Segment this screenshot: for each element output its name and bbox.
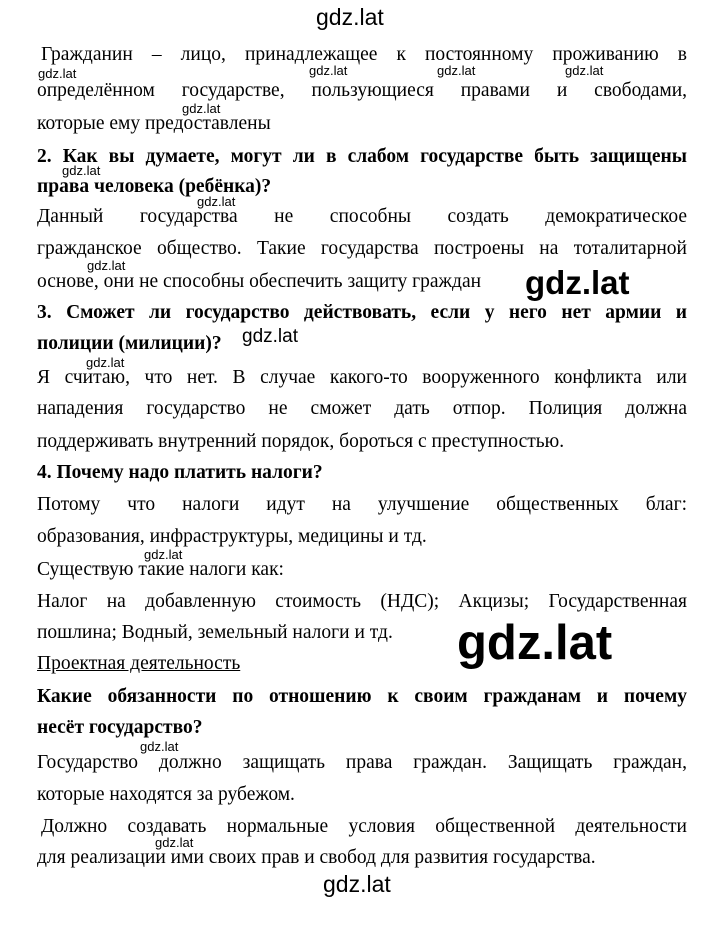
watermark-small: gdz.lat: [140, 739, 179, 754]
question5-line1: Какие обязанности по отношению к своим гражданам и почему: [37, 686, 687, 707]
answer2-line1: Данный государства не способны создать демократическое: [37, 206, 687, 227]
watermark-small: gdz.lat: [38, 66, 77, 81]
answer2-line3: основе, они не способны обеспечить защиту граждан: [37, 271, 482, 292]
watermark-small: gdz.lat: [309, 63, 348, 78]
answer5-line1: Государство должно защищать права граждан. Защищать граждан,: [37, 752, 687, 773]
watermark-small: gdz.lat: [197, 194, 236, 209]
answer3-line3: поддерживать внутренний порядок, бороться с преступностью.: [37, 431, 565, 452]
watermark-small: gdz.lat: [62, 163, 101, 178]
answer1-line3: которые ему предоставлены: [37, 113, 271, 134]
watermark-small: gdz.lat: [144, 547, 183, 562]
question2-line1: 2. Как вы думаете, могут ли в слабом государстве быть защищены: [37, 146, 687, 167]
answer4-line1: Потому что налоги идут на улучшение общественных благ:: [37, 494, 687, 515]
answer3-line2: нападения государство не сможет дать отпор. Полиция должна: [37, 398, 687, 419]
watermark-small: gdz.lat: [87, 258, 126, 273]
watermark-bottom: gdz.lat: [323, 871, 391, 897]
question2-line2: права человека (ребёнка)?: [37, 176, 272, 197]
answer4-line4: Налог на добавленную стоимость (НДС); Акцизы; Государственная: [37, 591, 687, 612]
answer4-line2: образования, инфраструктуры, медицины и тд.: [37, 526, 427, 547]
answer4-line3: Существую такие налоги как:: [37, 559, 284, 580]
watermark-mid: gdz.lat: [525, 264, 630, 301]
watermark-small: gdz.lat: [86, 355, 125, 370]
answer3-line1: Я считаю, что нет. В случае какого-то вооруженного конфликта или: [37, 367, 687, 388]
answer2-line2: гражданское общество. Такие государства построены на тоталитарной: [37, 238, 687, 259]
question3-line1: 3. Сможет ли государство действовать, если у него нет армии и: [37, 302, 687, 323]
answer5-line2: которые находятся за рубежом.: [37, 784, 295, 805]
watermark-small: gdz.lat: [565, 63, 604, 78]
question5-line2: несёт государство?: [37, 717, 203, 738]
watermark-small: gdz.lat: [437, 63, 476, 78]
watermark-top: gdz.lat: [316, 4, 384, 30]
answer5-line3: Должно создавать нормальные условия общественной деятельности: [41, 816, 687, 837]
answer1-line1: Гражданин – лицо, принадлежащее к постоянному проживанию в: [41, 44, 687, 65]
answer5-line4: для реализации ими своих прав и свобод для развития государства.: [37, 847, 596, 868]
watermark-small: gdz.lat: [155, 835, 194, 850]
project-heading: Проектная деятельность: [37, 653, 241, 674]
watermark-small: gdz.lat: [182, 101, 221, 116]
answer1-line2: определённом государстве, пользующиеся правами и свободами,: [37, 80, 687, 101]
answer4-line5: пошлина; Водный, земельный налоги и тд.: [37, 622, 393, 643]
question4: 4. Почему надо платить налоги?: [37, 462, 323, 483]
question3-line2: полиции (милиции)?: [37, 333, 222, 354]
watermark-big: gdz.lat: [453, 619, 616, 668]
watermark-inline: gdz.lat: [242, 326, 298, 347]
